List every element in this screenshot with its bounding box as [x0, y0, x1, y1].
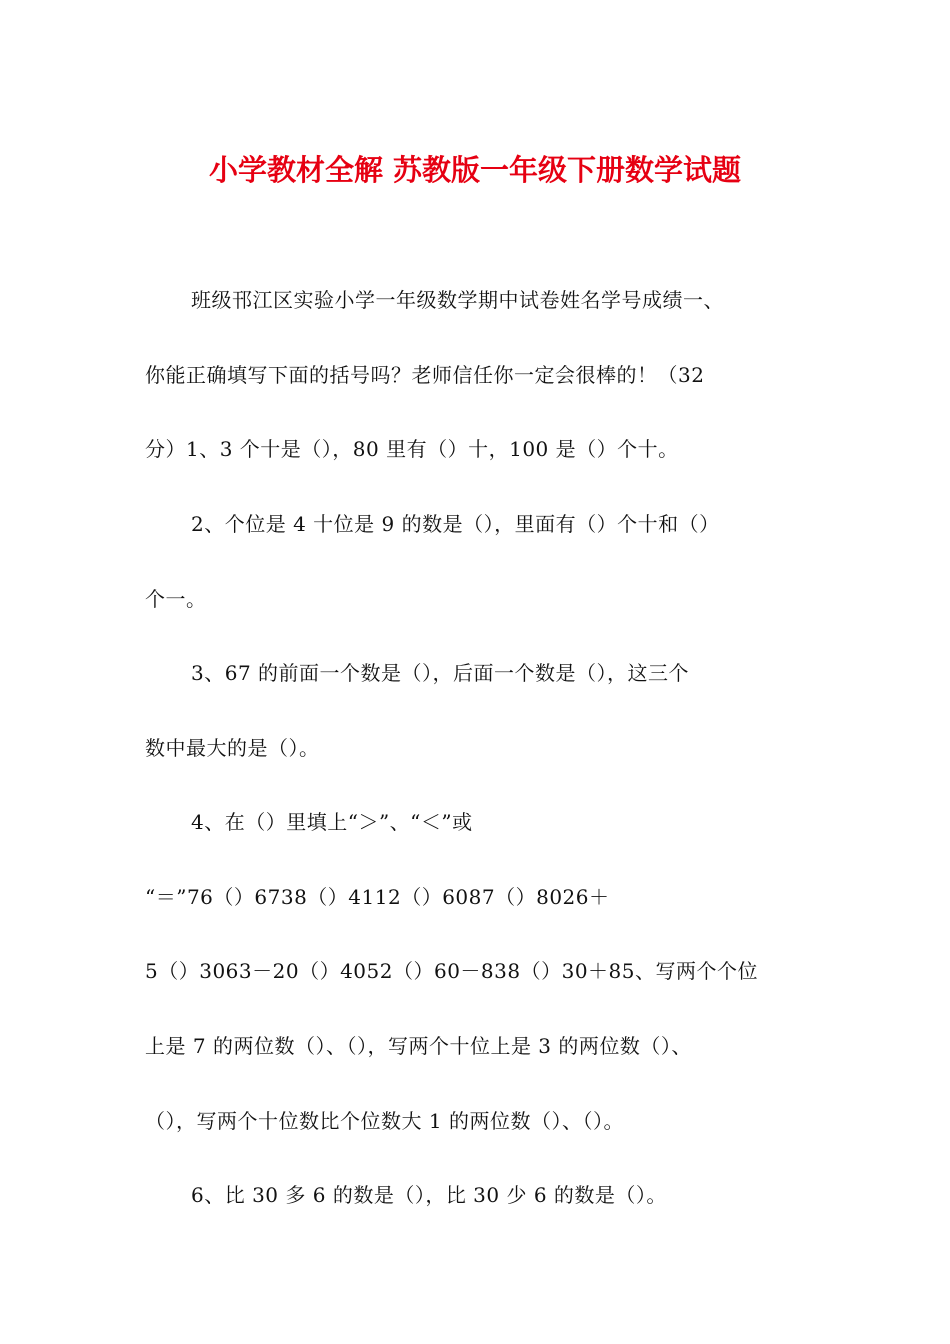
paragraph-line: 个一。 — [145, 587, 207, 611]
paragraph-line: 你能正确填写下面的括号吗？老师信任你一定会很棒的！（32 — [145, 363, 705, 387]
paragraph-line: 2、个位是 4 十位是 9 的数是（），里面有（）个十和（） — [191, 512, 720, 536]
paragraph-line: 班级邗江区实验小学一年级数学期中试卷姓名学号成绩一、 — [191, 288, 724, 312]
paragraph-line: 5（）3063－20（）4052（）60－838（）30＋85、写两个个位 — [145, 959, 758, 983]
paragraph-line: 数中最大的是（）。 — [145, 736, 320, 760]
paragraph-line: 上是 7 的两位数（）、（），写两个十位上是 3 的两位数（）、 — [145, 1034, 692, 1058]
paragraph-line: 4、在（）里填上“＞”、“＜”或 — [191, 810, 473, 834]
paragraph-line: “＝”76（）6738（）4112（）6087（）8026＋ — [145, 885, 610, 909]
paragraph-line: 分）1、3 个十是（），80 里有（）十，100 是（）个十。 — [145, 437, 679, 461]
paragraph-line: （），写两个十位数比个位数大 1 的两位数（）、（）。 — [145, 1109, 624, 1133]
page-title: 小学教材全解 苏教版一年级下册数学试题 — [208, 153, 742, 187]
paragraph-line: 6、比 30 多 6 的数是（），比 30 少 6 的数是（）。 — [191, 1183, 667, 1207]
paragraph-line: 3、67 的前面一个数是（），后面一个数是（），这三个 — [191, 661, 690, 685]
